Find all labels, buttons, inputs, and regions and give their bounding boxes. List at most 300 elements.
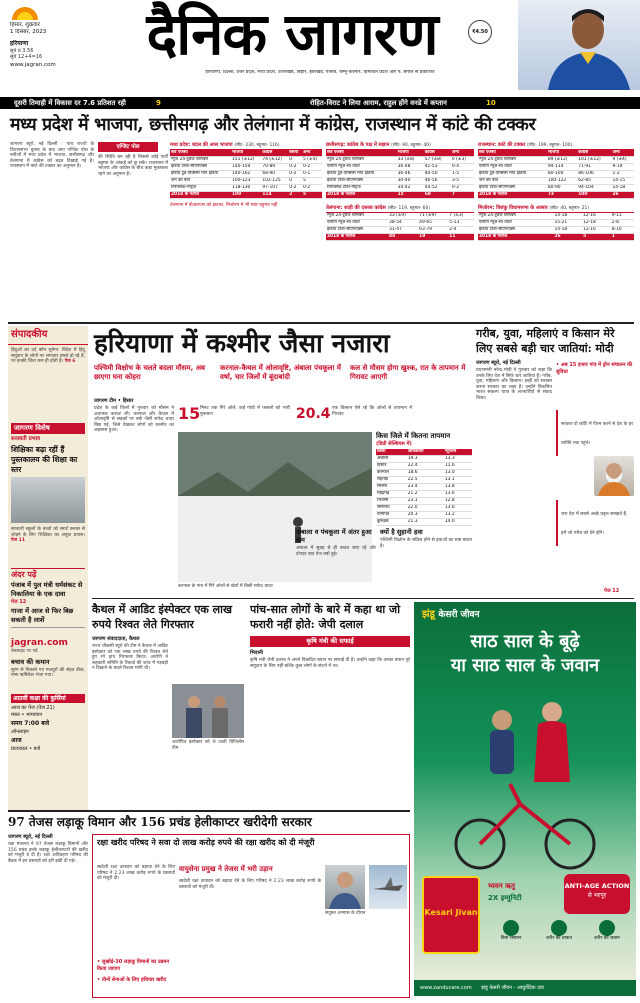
web-title[interactable]: बचाव की कमान xyxy=(11,658,50,666)
jp-sub-banner xyxy=(250,636,410,647)
editorial-text-body: हिंदुओं का दर्द कौन सुनेगा: विदेश में हिंदू समुदाय के लोगों पर लगातार हमले हो रहे हैं, पर इनकी चिंता कम ही होती है। xyxy=(11,348,85,365)
jagran-vishesh-banner xyxy=(11,423,85,434)
telangana-title: तेलंगाना: शाही की दस्तक कांग्रेस xyxy=(326,205,386,211)
haryana-body xyxy=(94,406,174,594)
table-cell: 19.3 xyxy=(407,456,444,463)
kaithal-byline: जागरण संवाददाता, कैथल xyxy=(92,636,140,642)
raj-table xyxy=(478,142,634,241)
table-cell: न्यूज 24-टुडेज चाणक्य xyxy=(170,157,231,164)
vishesh-body-text: सरकारी स्कूलों के बच्चों को स्मार्ट क्लास से जोड़ने के लिए शिक्षिका का अनूठा प्रयास। xyxy=(11,527,85,538)
state-name: हरियाणा xyxy=(10,40,29,47)
table-cell: 5 xyxy=(302,178,322,185)
table-cell: 5 xyxy=(302,192,322,199)
telangana-table-grid xyxy=(326,213,474,241)
table-header: सर्वे एजेंसी xyxy=(326,150,397,157)
defence-headline[interactable]: 97 तेजस लड़ाकू विमान और 156 प्रचंड हेलीकाप्टर खरीदेगी सरकार xyxy=(8,815,312,829)
price-value: ₹4.50 xyxy=(472,29,488,35)
table-cell: 2018 के नतीजे xyxy=(326,192,397,199)
aaj-sub: प्रातःकाल • बजे xyxy=(11,745,41,752)
modi-body xyxy=(476,368,552,594)
haryana-sub1: पश्चिमी विक्षोभ के चलते बदला मौसम, अब छाएगा घना कोहरा xyxy=(94,364,206,381)
edition-line2: 1 दिसंबर, 2023 xyxy=(10,29,47,35)
haryana-headline[interactable]: हरियाणा में कश्मीर जैसा नजारा xyxy=(94,329,390,359)
table-cell: 7 xyxy=(451,192,474,199)
ad-icon3 xyxy=(584,920,630,942)
ad-footer-text: झंडू केसरी जीवन - आयुर्वेदिक दवा xyxy=(481,985,544,991)
haryana-sub2: करनाल-कैथल में ओलावृष्टि, अंबाला पंचकूला में वर्षा, चार जिलों में बूंदाबांदी xyxy=(220,364,341,381)
table-header: कांग्रेस xyxy=(424,150,451,157)
divider xyxy=(8,810,410,812)
vishesh-body xyxy=(8,525,88,565)
mp-table xyxy=(170,142,322,209)
ticker-right-page: 10 xyxy=(486,99,496,107)
table-header: अधिकतम xyxy=(407,449,444,456)
modi-quote2 xyxy=(556,500,634,546)
haryana-subheads xyxy=(94,364,472,394)
ticker-left-text[interactable]: दूसरी तिमाही में विकास दर 7.6 प्रतिशत रही xyxy=(14,99,126,107)
modi-headline[interactable]: गरीब, युवा, महिलाएं व किसान मेरे लिए सबसे बड़ी चार जातियां: मोदी xyxy=(476,327,615,355)
cg-table-grid xyxy=(326,150,474,199)
table-cell: 100-122 xyxy=(547,178,577,185)
andar-headline[interactable]: पंजाब में पुल मंत्री धर्मसंकट से निकालिया के एक दावा xyxy=(11,581,83,598)
modi-page-ref[interactable]: पेज 12 xyxy=(604,588,620,594)
table-row xyxy=(326,213,474,220)
table-row xyxy=(326,178,474,185)
table-cell: 8-10 xyxy=(611,227,634,234)
jp-body-text: कृषि मंत्री जेपी दलाल ने अपने विवादित बयान पर सफाई दी है। उन्होंने कहा कि उनका बयान पूरे समुदाय के लिए नहीं बल्कि कुछ लोगों के संदर्भ में था। xyxy=(250,658,410,669)
table-cell: 1 xyxy=(611,234,634,241)
table-cell: 0-2 xyxy=(288,171,302,178)
table-cell: रिपब्लिक-मैट्रिज xyxy=(170,185,231,192)
haryana-sub3: कल से मौसम होगा खुश्क, रात के तापमान में गिरावट आएगी xyxy=(350,364,466,381)
ad-icon1 xyxy=(488,920,534,942)
table-cell: 71 (±9) xyxy=(418,213,448,220)
ad-tag1: च्यवन ऋतु xyxy=(488,882,516,890)
table-header: जिला xyxy=(376,449,407,456)
lead-body-text: जागरण ब्यूरो, नई दिल्ली : पांच राज्यों के विधानसभा चुनाव के बाद आए एग्जिट पोल के नतीजों में मध्य प्रदेश में भाजपा, छत्तीसगढ़ और तेलंगाना में कांग्रेस को बढ़त दिखाई गई है। राजस्थान में कांटे की टक्कर का अनुमान है। xyxy=(10,142,94,170)
table-row xyxy=(170,164,322,171)
table-cell: एबीपी न्यूज-सी वोटर xyxy=(326,220,388,227)
website[interactable]: www.jagran.com xyxy=(10,62,56,68)
defence-box-extra xyxy=(179,879,321,993)
haryana-temp-value: 20.4 xyxy=(296,406,331,422)
aaj: आज xyxy=(11,736,22,744)
table-cell: इंडिया टुडे-एक्सिस माय इंडिया xyxy=(326,171,397,178)
table-cell: 2 xyxy=(288,192,302,199)
lead-body xyxy=(10,142,94,318)
table-cell: 33 (±9) xyxy=(388,213,418,220)
exit-poll-badge xyxy=(98,142,158,152)
table-row xyxy=(326,227,474,234)
jagran-logo-icon xyxy=(10,6,40,21)
table-row xyxy=(376,505,472,512)
table-row xyxy=(376,498,472,505)
table-cell: 0 (±3) xyxy=(451,157,474,164)
table-cell: एबीपी न्यूज-सी वोटर xyxy=(478,220,553,227)
timings-sub: ऑनलाइन xyxy=(11,728,29,735)
vishesh-page[interactable]: पेज 11 xyxy=(11,538,26,544)
table-cell: 21.2 xyxy=(407,491,444,498)
lead-headline[interactable]: मध्य प्रदेश में भाजपा, छत्तीसगढ़ और तेलंगाना में कांग्रेस, राजस्थान में कांटे की टक्कर xyxy=(10,115,536,135)
defence-body-text: रक्षा मंत्रालय ने 97 तेजस लड़ाकू विमानों और 156 प्रचंड हल्के लड़ाकू हेलीकाप्टरों की खरीद को मंजूरी दे दी है। रक्षा अधिग्रहण परिषद की बैठक में इन प्रस्तावों को हरी झंडी दी गई। xyxy=(8,842,88,864)
table-cell: 11 xyxy=(448,234,474,241)
table-header: भाजपा xyxy=(397,150,424,157)
table-cell: 46-56 xyxy=(424,178,451,185)
telangana-seats: (सीट- 119, बहुमत- 60) xyxy=(387,206,430,211)
jp-headline[interactable]: पांच-सात लोगों के बारे में कहा था जो फरारी नहीं होते: जेपी दलाल xyxy=(250,603,401,631)
table-cell: 0-2 xyxy=(451,185,474,192)
ad-brand xyxy=(422,608,480,622)
vishesh-photo xyxy=(11,477,85,523)
table-cell: 18.6 xyxy=(407,470,444,477)
table-row xyxy=(170,157,322,164)
price-badge xyxy=(468,20,492,44)
table-header: भाजपा xyxy=(231,150,261,157)
editorial-page[interactable]: पेज 6 xyxy=(64,359,76,365)
youth-icon xyxy=(599,920,615,936)
kaithal-photo xyxy=(172,684,244,738)
table-cell: 20.3 xyxy=(407,512,444,519)
table-cell: 21.3 xyxy=(407,519,444,526)
masthead-title: दैनिक जागरण xyxy=(146,0,438,68)
table-cell: 0 xyxy=(288,178,302,185)
table-row xyxy=(376,470,472,477)
ad-tag2: 2X इम्युनिटी xyxy=(488,894,522,902)
table-row xyxy=(326,164,474,171)
defence-box-body: स्वदेशी रक्षा उत्पादन को बढ़ावा देने के लिए परिषद ने 2.23 लाख करोड़ रुपये के प्रस्तावों को मंजूरी दी। xyxy=(97,865,175,882)
timings: समय 7:00 बजे xyxy=(11,719,50,727)
table-header: सर्वे एजेंसी xyxy=(170,150,231,157)
table-row xyxy=(326,192,474,199)
table-header: भाजपा xyxy=(547,150,577,157)
table-cell: 0-1 xyxy=(302,171,322,178)
andar-headline-2[interactable]: गाजा में आज से फिर बिछ सकती है लाशें xyxy=(11,607,74,624)
table-cell: 11.6 xyxy=(444,463,472,470)
table-cell: 89 (±12) xyxy=(547,157,577,164)
jagran-web-box[interactable] xyxy=(11,627,85,655)
crossword-banner xyxy=(11,694,85,703)
table-cell: 73 xyxy=(547,192,577,199)
table-cell: 13.6 xyxy=(444,491,472,498)
table-cell: 33 (±8) xyxy=(397,157,424,164)
ad-footer xyxy=(414,980,636,996)
table-cell: सोनीपत xyxy=(376,505,407,512)
table-cell: 36-48 xyxy=(397,164,424,171)
ticker-left-page: 9 xyxy=(156,99,161,107)
table-cell: 13.8 xyxy=(444,484,472,491)
table-cell: 38-54 xyxy=(388,220,418,227)
telangana-table-title xyxy=(326,205,474,213)
table-row xyxy=(376,519,472,526)
ad-headline2: या साठ साल के जवान xyxy=(450,655,600,676)
advertisement[interactable] xyxy=(414,602,636,996)
temp-table-grid xyxy=(376,449,472,526)
table-cell: 26 xyxy=(553,234,582,241)
table-cell: रोहतक xyxy=(376,477,407,484)
table-cell: इंडिया टीवी-सीएनएक्स xyxy=(326,178,397,185)
table-cell: 31-47 xyxy=(388,227,418,234)
leaf-icon xyxy=(503,920,519,936)
table-row xyxy=(326,220,474,227)
table-cell: 140-162 xyxy=(231,171,261,178)
sunrise: सूर्य प्र 3.56 xyxy=(10,48,34,54)
haryana-box1 xyxy=(296,528,376,592)
table-cell: 101 (±12) xyxy=(577,157,611,164)
sunset: सूर्य 12+4=16 xyxy=(10,54,43,60)
cg-title: छत्तीसगढ़: कांग्रेस के पक्ष में रुझान xyxy=(326,142,390,148)
cg-table xyxy=(326,142,474,241)
modi-quote2-text: जरा देश में सबसे अच्छे प्रवृत्त समझते हैं, हमें जो गरीब को देने होंगे। xyxy=(561,512,628,536)
defence-box xyxy=(92,834,410,998)
table-cell: 23.4 xyxy=(407,484,444,491)
modi-quote1 xyxy=(556,410,634,456)
table-cell: 19 xyxy=(418,234,448,241)
table-cell: 12-16 xyxy=(582,213,611,220)
table-row xyxy=(478,171,634,178)
modi-quote1-text: सरकार दो कोटि में पेंशन करने से देश के हर व्यक्ति तक पहुंचे। xyxy=(561,422,634,446)
box1-title: अंबाला व पंचकूला में अंतर हुआ कम xyxy=(296,528,372,544)
exit-poll-label: एग्जिट पोल xyxy=(116,144,140,150)
temperature-table xyxy=(376,432,472,526)
table-cell: 80-100 xyxy=(547,171,577,178)
table-cell: 94-104 xyxy=(577,185,611,192)
raj-table-grid xyxy=(478,150,634,199)
ad-footer-url[interactable]: www.zanducare.com xyxy=(420,985,472,991)
table-cell: पानीपत xyxy=(376,512,407,519)
lead-note-text: तेलंगाना में बीआरएस को झटका, मिजोरम में भी स्पष्ट बहुमत नहीं xyxy=(170,203,278,208)
defence-person-title[interactable]: वायुसेना प्रमुख ने तेजस में भरी उड़ान xyxy=(179,865,273,873)
crossword-sub: आज का पेज (पेज 21) xyxy=(11,704,55,711)
modi-photo xyxy=(594,456,634,496)
table-header: कांग्रेस xyxy=(261,150,288,157)
table-row xyxy=(478,164,634,171)
table-row xyxy=(478,157,634,164)
table-row xyxy=(376,463,472,470)
table-cell: 36-46 xyxy=(397,171,424,178)
table-row xyxy=(376,484,472,491)
table-cell: 12-16 xyxy=(582,227,611,234)
table-cell: 80-90 xyxy=(547,185,577,192)
table-cell: 5 (±4) xyxy=(302,157,322,164)
table-cell: 1-5 xyxy=(451,171,474,178)
table-row xyxy=(376,456,472,463)
jp-body xyxy=(250,658,410,804)
modi-byline: जागरण ब्यूरो, नई दिल्ली xyxy=(476,360,521,366)
table-cell: रिपब्लिक टीवी-मैट्रिज xyxy=(326,185,397,192)
haryana-count-box xyxy=(178,404,290,432)
table-row xyxy=(376,477,472,484)
table-cell: 22.5 xyxy=(407,477,444,484)
ticker-right-text[interactable]: रोहित-विराट ने लिया आराम, राहुल होंगे वनडे में कप्तान xyxy=(310,99,447,107)
table-cell: 74 (±12) xyxy=(261,157,288,164)
table-cell: 140-159 xyxy=(231,164,261,171)
defence-person-photo xyxy=(325,865,365,909)
ad-brand-text: झंडू xyxy=(422,609,435,620)
ad-anti-age-badge xyxy=(564,874,630,914)
table-cell: अंबाला xyxy=(376,456,407,463)
table-row xyxy=(326,234,474,241)
table-cell: 23.1 xyxy=(407,498,444,505)
table-cell: 13.3 xyxy=(444,456,472,463)
sidebar xyxy=(8,326,88,810)
raj-table-title xyxy=(478,142,634,150)
table-row xyxy=(326,157,474,164)
andar-title: अंदर पढ़ें xyxy=(11,568,85,580)
table-cell: 2018 के नतीजे xyxy=(170,192,231,199)
mizoram-title: मिजोरम: त्रिशंकु विधानसभा के आसार xyxy=(478,205,548,211)
editorial-title: संपादकीय xyxy=(8,326,88,345)
table-row xyxy=(376,491,472,498)
jp-sub: कृषि मंत्री की सफाई xyxy=(306,637,354,645)
vishesh-sub: सरस्वती प्रभाव xyxy=(11,436,41,442)
table-cell: 0-2 xyxy=(302,164,322,171)
table-cell: 30-40 xyxy=(397,178,424,185)
table-row xyxy=(170,192,322,199)
table-cell: 3-5 xyxy=(451,178,474,185)
table-cell: 12.8 xyxy=(444,498,472,505)
table-cell: 5 xyxy=(582,234,611,241)
ad-product-line: केसरी जीवन xyxy=(438,610,480,620)
table-row xyxy=(478,185,634,192)
haryana-temp-label: एक किसान ऐसे रहे कि ओलों से तापमान में गिरावट xyxy=(332,406,412,417)
ad-icon2 xyxy=(536,920,582,942)
ad-couple-illustration xyxy=(420,684,630,874)
ad-icon1-label: बिना रसायन xyxy=(500,936,522,941)
kaithal-headline[interactable]: कैथल में आडिट इंस्पेक्टर एक लाख रुपये रिश्वत लेते गिरफ्तार xyxy=(92,603,232,631)
jagran-web-sub: वेबसाइट पर पढ़ें xyxy=(11,649,38,654)
table-cell: 15 xyxy=(397,192,424,199)
haryana-count-value: 15 xyxy=(178,404,201,423)
mp-table-grid xyxy=(170,150,322,199)
table-cell: इंडिया टीवी-सीएनएक्स xyxy=(326,227,388,234)
table-cell: जन की बात xyxy=(170,178,231,185)
ad-headline1: साठ साल के बूढ़े xyxy=(470,631,580,652)
andar-page[interactable]: पेज 12 xyxy=(11,599,27,605)
table-row xyxy=(376,512,472,519)
modi-body-text: प्रधानमंत्री नरेन्द्र मोदी ने गुरुवार को कहा कि उनके लिए देश में सिर्फ चार जातियां हैं। गरीब, युवा, महिलाएं और किसान। इन्हीं को सशक्त करना सरकार का लक्ष्य है। उन्होंने विकसित भारत संकल्प यात्रा के लाभार्थियों से संवाद किया। xyxy=(476,368,552,401)
haryana-count-label: मिनट तक गिरे ओले, कई गांवों में फसलों को भारी नुकसान xyxy=(200,406,290,417)
table-cell: 14-15 xyxy=(611,178,634,185)
jagran-vishesh-label: जागरण विशेष xyxy=(14,424,50,432)
ad-badge-text: ANTI-AGE ACTION xyxy=(564,882,630,890)
defence-body xyxy=(8,842,88,998)
table-cell: 1-2 xyxy=(611,171,634,178)
table-cell: 97-107 xyxy=(261,185,288,192)
haryana-byline: जागरण टीम • हिसार xyxy=(94,398,134,404)
defence-bullet1: • सुखोई-30 लड़ाकू विमानों का उन्नयन किया जाएगा xyxy=(97,959,170,972)
table-cell: 100 xyxy=(577,192,611,199)
box1-text: अंबाला में सुबह से ही बादल छाए रहे और दोपहर बाद तेज वर्षा हुई। xyxy=(296,546,376,557)
mizoram-table-title xyxy=(478,205,634,213)
vishesh-headline[interactable]: शिक्षिका बढ़ा रहीं हैं पुस्तकालय की शिक्षा का स्तर xyxy=(11,445,78,474)
table-cell: 12-18 xyxy=(582,220,611,227)
table-cell: 63-79 xyxy=(418,227,448,234)
box2-text: पश्चिमी विक्षोभ के सक्रिय होने से हवाओं का रुख बदला है। xyxy=(380,538,472,549)
haryana-box2 xyxy=(380,528,472,592)
mp-table-title xyxy=(170,142,322,150)
table-cell: 5-13 xyxy=(448,220,474,227)
table-cell: इंडिया टुडे-एक्सिस माय इंडिया xyxy=(478,171,547,178)
table-cell: 94-114 xyxy=(547,164,577,171)
table-cell: इंडिया टीवी-सीएनएक्स xyxy=(170,164,231,171)
table-cell: 2-8 xyxy=(611,220,634,227)
table-cell: 13.2 xyxy=(444,512,472,519)
table-row xyxy=(170,178,322,185)
table-cell: हिसार xyxy=(376,463,407,470)
table-cell: न्यूज 24-टुडेज चाणक्य xyxy=(326,157,397,164)
table-cell: सिरसा xyxy=(376,484,407,491)
table-cell: 68-90 xyxy=(261,171,288,178)
raj-title: राजस्थान: कांटे की टक्कर xyxy=(478,142,526,148)
table-row xyxy=(478,220,634,227)
table-cell: 41-53 xyxy=(424,164,451,171)
table-cell: 0 xyxy=(288,157,302,164)
lead-body2-text: की स्थिति बन रही है जिससे कोई पार्टी बहुमत के आंकड़े को छू सके। राजस्थान में भाजपा और कांग्रेस के बीच कड़ा मुकाबला रहने का अनुमान है। xyxy=(98,155,168,177)
haryana-body-text: प्रदेश के कई जिलों में गुरुवार को मौसम ने अचानक करवट ली। करनाल और कैथल में ओलावृष्टि से सड़कों पर बर्फ जैसी सफेद चादर बिछ गई, जिसे देखकर लोगों को कश्मीर का अहसास हुआ। xyxy=(94,406,174,434)
defence-jet-photo xyxy=(369,865,407,909)
ad-icon2-label: शरीर की ताकत xyxy=(546,936,572,941)
table-cell: महेंद्रगढ़ xyxy=(376,491,407,498)
crossword-label: आठवीं कक्षा की कुर्सियां xyxy=(13,694,66,702)
table-cell: 2018 के नतीजे xyxy=(478,234,553,241)
table-cell: 70-89 xyxy=(261,164,288,171)
table-cell: जन की बात xyxy=(478,178,547,185)
ad-product-name: Kesari Jivan xyxy=(424,908,478,917)
table-cell: 22.4 xyxy=(407,463,444,470)
cg-seats: (सीट- 90, बहुमत- 46) xyxy=(391,143,431,148)
mp-seats: (सीट- 230, बहुमत- 116) xyxy=(234,143,280,148)
table-cell: 57 (±8) xyxy=(424,157,451,164)
table-cell: भिवानी xyxy=(376,498,407,505)
table-cell: इंडिया टीवी-सीएनएक्स xyxy=(478,185,547,192)
table-header: न्यूनतम xyxy=(444,449,472,456)
hail-photo-caption: करनाल के गांव में गिरे ओलों से खेतों में बिछी सफेद चादर xyxy=(178,584,273,589)
table-row xyxy=(478,234,634,241)
haryana-temp-box xyxy=(296,404,472,432)
ticker-bar xyxy=(0,97,640,109)
table-cell: एबीपी न्यूज-सी वोटर xyxy=(326,164,397,171)
mp-title: मध्य प्रदेश: बदल की आस भाजपा xyxy=(170,142,233,148)
web-text: सुरंग से निकाले गए मजदूरों की सेहत ठीक, एम्स ऋषिकेश भेजा गया। xyxy=(11,667,85,679)
table-cell: 13.0 xyxy=(444,470,472,477)
table-cell: 86-106 xyxy=(577,171,611,178)
table-cell: 26 xyxy=(611,192,634,199)
table-cell: 9 (±4) xyxy=(611,157,634,164)
table-cell: इंडिया टुडे-एक्सिस माय इंडिया xyxy=(170,171,231,178)
defence-box-title[interactable]: रक्षा खरीद परिषद ने सवा दो लाख करोड़ रुपये की रक्षा खरीद को दी मंजूरी xyxy=(97,837,315,847)
table-cell: कुरुक्षेत्र xyxy=(376,519,407,526)
table-cell: 102-125 xyxy=(261,178,288,185)
table-cell: न्यूज 24-टुडेज चाणक्य xyxy=(478,213,553,220)
table-cell: 14-18 xyxy=(611,185,634,192)
table-row xyxy=(170,171,322,178)
table-cell: 7 (±3) xyxy=(448,213,474,220)
raj-seats: (सीट- 199, बहुमत- 100) xyxy=(527,143,573,148)
ad-badge-sub: से भरपूर xyxy=(587,892,607,899)
table-cell: 100-123 xyxy=(231,178,261,185)
table-cell: 118-130 xyxy=(231,185,261,192)
jagran-web-logo: jagran.com xyxy=(11,638,68,648)
table-header: सर्वे एजेंसी xyxy=(478,150,547,157)
cricketer-photo xyxy=(518,0,640,90)
table-cell: 62-85 xyxy=(577,178,611,185)
kaithal-body-text: राज्य चौकसी ब्यूरो की टीम ने कैथल में आडिट इंस्पेक्टर को एक लाख रुपये की रिश्वत लेते हुए रंगे हाथ गिरफ्तार किया। आरोपी ने सहकारी समिति के रिकार्ड की जांच में गड़बड़ी न दिखाने के बदले रिश्वत मांगी थी। xyxy=(92,644,168,672)
table-row xyxy=(326,185,474,192)
table-cell: 15-21 xyxy=(553,220,582,227)
publication-tagline: हरियाणा, दिल्ली, उत्तर प्रदेश, मध्य प्रदेश, उत्तराखंड, बिहार, झारखंड, पंजाब, जम्मू-कश्मीर, हिमाचल प्रदेश और प. बंगाल से प्रकाशित xyxy=(205,70,435,75)
table-cell: 13.6 xyxy=(444,505,472,512)
table-cell: 40-50 xyxy=(424,171,451,178)
